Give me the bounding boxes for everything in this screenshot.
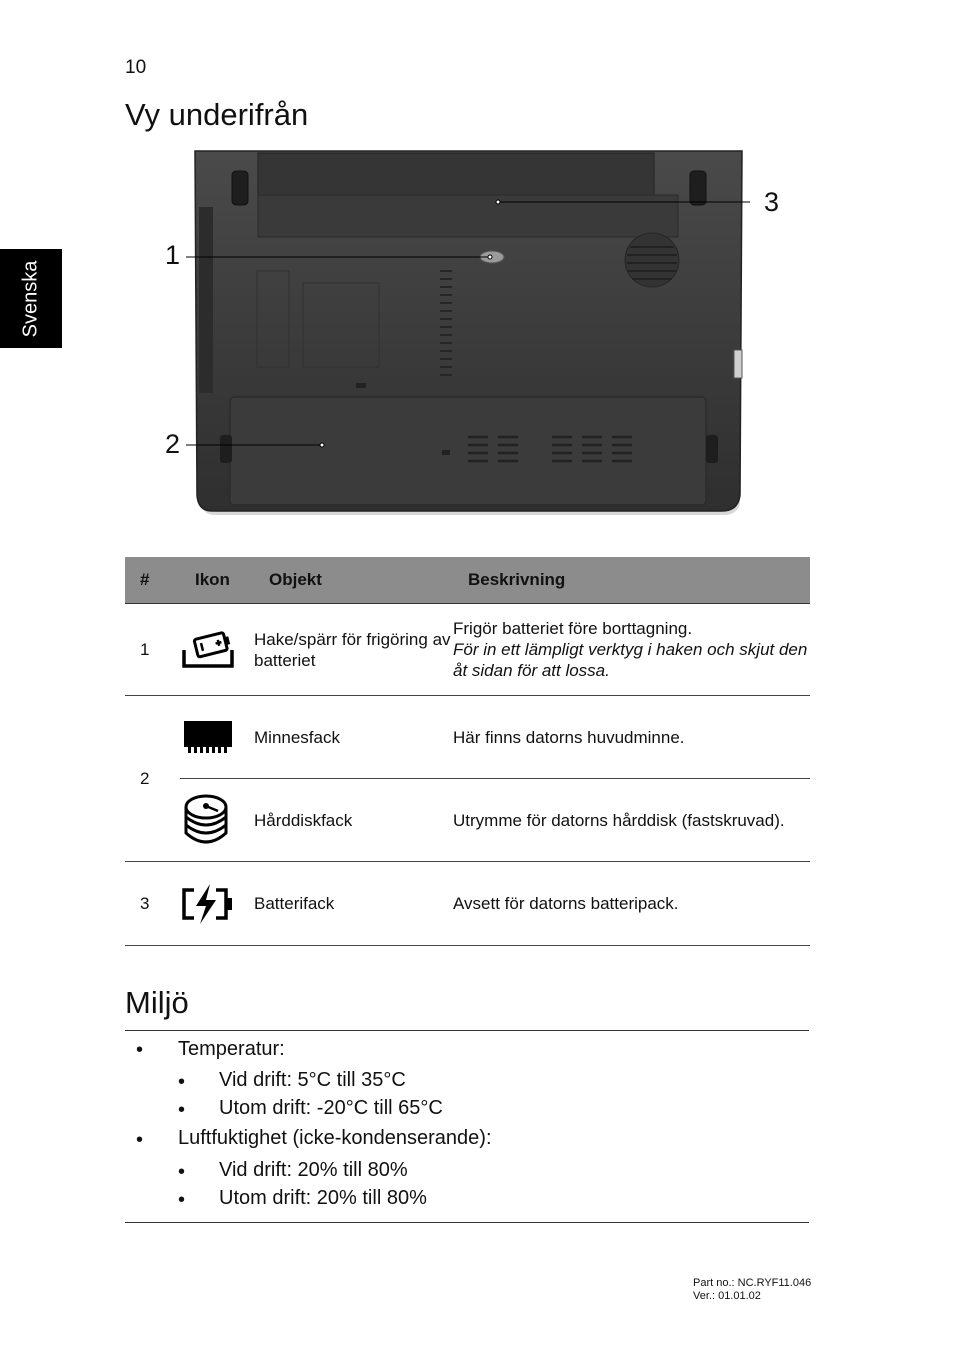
- row-number: 1: [125, 604, 180, 696]
- row-number: 3: [125, 862, 180, 946]
- bullet: •: [178, 1161, 186, 1183]
- header-number: #: [125, 557, 180, 604]
- battery-charge-icon: [180, 862, 254, 946]
- bullet: •: [178, 1099, 186, 1121]
- env-subitem: Utom drift: -20°C till 65°C: [219, 1097, 443, 1119]
- language-tab-label: Svenska: [19, 260, 42, 338]
- page-number: 10: [125, 57, 147, 78]
- header-icon: Ikon: [180, 557, 254, 604]
- divider: [125, 1222, 809, 1223]
- env-item-humidity: Luftfuktighet (icke-kondenserande):: [178, 1127, 492, 1149]
- table-row: [125, 862, 810, 946]
- table-row: [125, 779, 810, 862]
- part-info: [693, 1277, 811, 1303]
- row-object: Hake/spärr för frigöring av batteriet: [254, 604, 453, 696]
- table-header-row: [125, 557, 810, 604]
- row-description: Här finns datorns huvudminne.: [453, 696, 810, 779]
- divider: [125, 1030, 809, 1031]
- table-row: [125, 696, 810, 779]
- callout-2: 2: [165, 429, 181, 459]
- memory-chip-icon: [180, 696, 254, 779]
- row-object: Batterifack: [254, 862, 453, 946]
- row-number: 2: [125, 696, 180, 862]
- row-description: Utrymme för datorns hårddisk (fastskruvad).: [453, 779, 810, 862]
- row-object: Hårddiskfack: [254, 779, 453, 862]
- bullet: •: [136, 1129, 144, 1151]
- part-number: Part no.: NC.RYF11.046: [693, 1277, 812, 1289]
- bullet: •: [178, 1189, 186, 1211]
- laptop-bottom-illustration: [150, 145, 790, 525]
- row-description: [453, 604, 810, 696]
- row-description: Avsett för datorns batteripack.: [453, 862, 810, 946]
- battery-latch-icon: [180, 604, 254, 696]
- row-object: Minnesfack: [254, 696, 453, 779]
- components-table: [125, 557, 810, 946]
- environment-title: Miljö: [125, 985, 189, 1020]
- callout-3: 3: [764, 187, 780, 217]
- header-description: Beskrivning: [453, 557, 810, 604]
- env-subitem: Vid drift: 20% till 80%: [219, 1159, 408, 1181]
- header-object: Objekt: [254, 557, 453, 604]
- row-description-note: För in ett lämpligt verktyg i haken och skjut den åt sidan för att lossa.: [453, 640, 808, 680]
- env-subitem: Utom drift: 20% till 80%: [219, 1187, 427, 1209]
- hard-disk-icon: [180, 779, 254, 862]
- bullet: •: [178, 1071, 186, 1093]
- bullet: •: [136, 1039, 144, 1061]
- callout-1: 1: [165, 240, 181, 270]
- env-subitem: Vid drift: 5°C till 35°C: [219, 1069, 406, 1091]
- version: Ver.: 01.01.02: [693, 1290, 761, 1302]
- env-item-temperature: Temperatur:: [178, 1038, 285, 1060]
- language-tab: [0, 249, 62, 348]
- table-row: [125, 604, 810, 696]
- section-title: Vy underifrån: [125, 97, 309, 132]
- laptop-bottom-svg: [150, 145, 790, 525]
- row-description-text: Frigör batteriet före borttagning.: [453, 619, 693, 638]
